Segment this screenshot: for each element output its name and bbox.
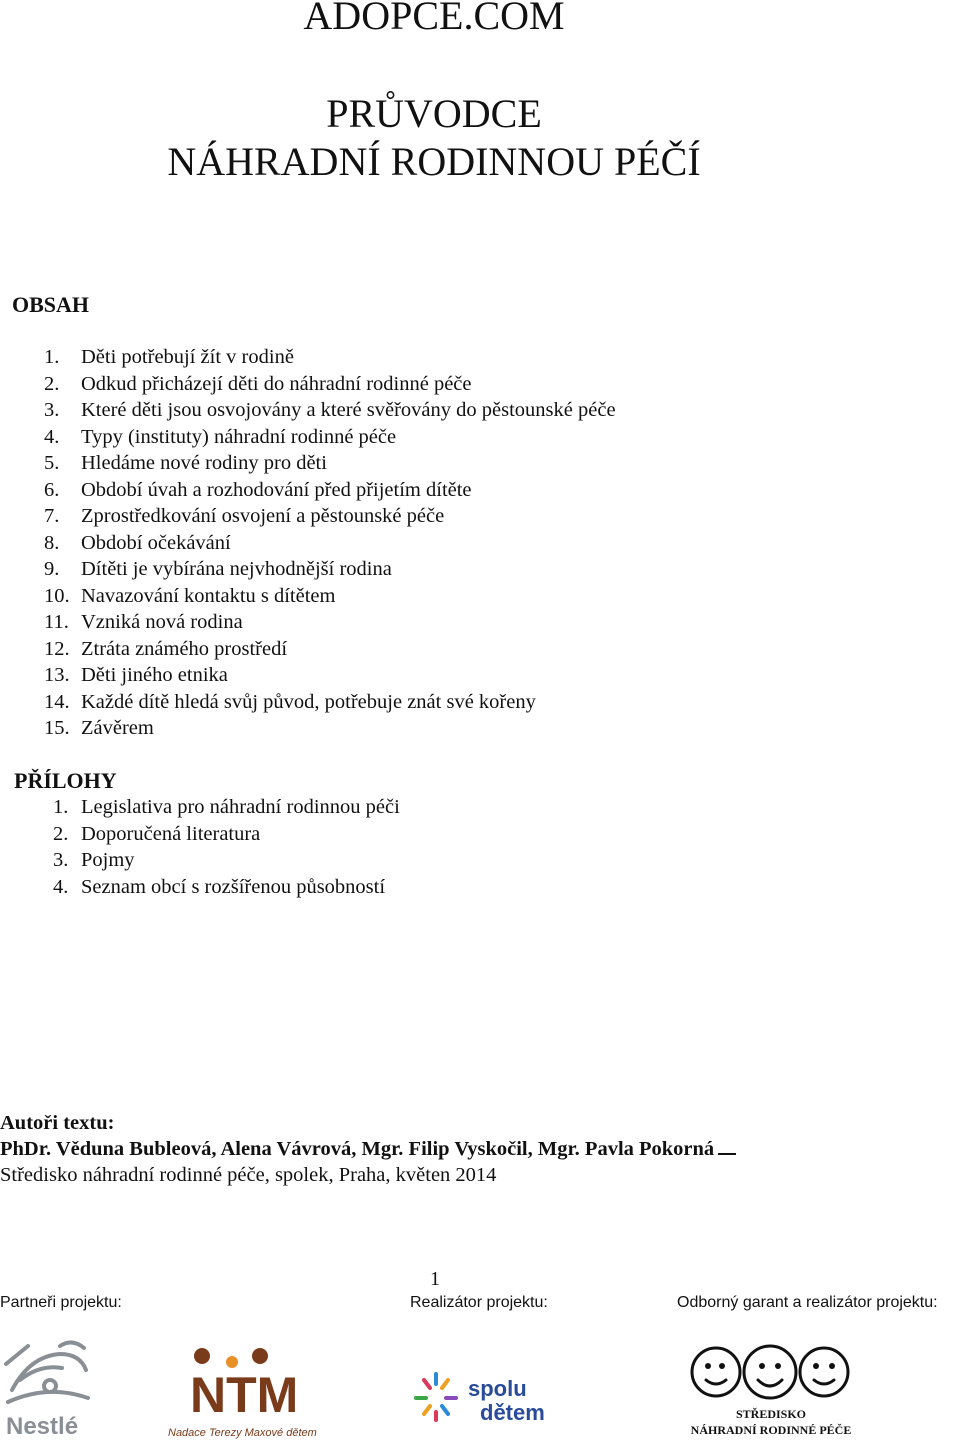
toc-item-text: Ztráta známého prostředí: [81, 637, 288, 660]
toc-item-10: [44, 583, 616, 610]
toc-item-number: 13.: [44, 664, 70, 686]
ntm-logo: [150, 1340, 328, 1442]
toc-item-number: 11.: [44, 611, 69, 633]
appendix-item-4: [53, 874, 400, 901]
toc-item-number: 14.: [44, 690, 70, 713]
nestle-logo: [0, 1334, 100, 1440]
toc-item-15: [44, 715, 616, 742]
toc-item-text: Období úvah a rozhodování před přijetím dítěte: [81, 478, 472, 501]
toc-item-number: 4.: [44, 425, 60, 448]
spolu-logo-line2: dětem: [480, 1400, 545, 1425]
toc-heading: OBSAH: [12, 292, 90, 317]
toc-item-text: Zprostředkování osvojení a pěstounské péče: [81, 505, 445, 527]
appendix-item-number: 3.: [53, 849, 69, 871]
authors-names: [0, 1138, 736, 1161]
appendix-item-number: 2.: [53, 822, 69, 845]
document-title-line2: NÁHRADNÍ RODINNOU PÉČÍ: [167, 139, 701, 184]
page-number: 1: [430, 1268, 440, 1290]
guarantor-label: Odborný garant a realizátor projektu:: [677, 1294, 938, 1311]
toc-list: [44, 344, 616, 742]
appendix-heading: PŘÍLOHY: [14, 768, 117, 793]
toc-item-3: [44, 397, 616, 424]
toc-item-number: 10.: [44, 584, 70, 607]
toc-item-text: Typy (instituty) náhradní rodinné péče: [81, 425, 397, 448]
authors-heading: Autoři textu:: [0, 1112, 115, 1134]
appendix-list: [53, 794, 400, 900]
svg-text:Nestlé: Nestlé: [6, 1413, 79, 1440]
toc-item-8: [44, 530, 616, 557]
toc-item-number: 8.: [44, 531, 60, 554]
stredisko-logo-line2: NÁHRADNÍ RODINNÉ PÉČE: [690, 1423, 852, 1437]
toc-item-number: 9.: [44, 558, 60, 580]
partners-label: Partneři projektu:: [0, 1294, 122, 1311]
toc-item-2: [44, 371, 616, 398]
toc-item-text: Vzniká nová rodina: [81, 611, 243, 633]
authors-organization: Středisko náhradní rodinné péče, spolek, Praha, květen 2014: [0, 1164, 497, 1186]
toc-item-text: Závěrem: [81, 717, 154, 739]
toc-item-9: [44, 556, 616, 583]
spolu-logo-line1: spolu: [468, 1376, 527, 1401]
stredisko-logo-line1: STŘEDISKO: [735, 1407, 807, 1421]
ntm-logo-text: NTM: [190, 1367, 299, 1423]
toc-item-7: [44, 503, 616, 530]
toc-item-number: 1.: [44, 346, 60, 368]
toc-item-text: Každé dítě hledá svůj původ, potřebuje znát své kořeny: [81, 690, 536, 713]
ntm-logo-caption: Nadace Terezy Maxové dětem: [168, 1427, 317, 1439]
toc-item-14: [44, 689, 616, 716]
toc-item-number: 5.: [44, 452, 60, 474]
toc-item-number: 2.: [44, 372, 60, 395]
toc-item-text: Hledáme nové rodiny pro děti: [81, 452, 327, 474]
toc-item-text: Dítěti je vybírána nejvhodnější rodina: [81, 558, 392, 580]
site-title: ADOPCE.COM: [303, 0, 565, 38]
toc-item-text: Navazování kontaktu s dítětem: [81, 584, 336, 607]
toc-item-number: 3.: [44, 399, 60, 421]
toc-item-text: Děti potřebují žít v rodině: [81, 346, 294, 368]
toc-item-text: Děti jiného etnika: [81, 664, 228, 686]
trailing-dash: [718, 1153, 736, 1155]
toc-item-4: [44, 424, 616, 451]
toc-item-text: Které děti jsou osvojovány a které svěřovány do pěstounské péče: [81, 399, 616, 421]
toc-item-11: [44, 609, 616, 636]
toc-item-6: [44, 477, 616, 504]
appendix-item-3: [53, 847, 400, 874]
toc-item-text: Odkud přicházejí děti do náhradní rodinné péče: [81, 372, 472, 395]
toc-item-text: Období očekávání: [81, 531, 231, 554]
stredisko-logo: [682, 1342, 860, 1442]
toc-item-number: 15.: [44, 717, 70, 739]
appendix-item-text: Doporučená literatura: [81, 822, 261, 845]
appendix-item-text: Legislativa pro náhradní rodinnou péči: [81, 796, 400, 818]
appendix-item-text: Pojmy: [81, 849, 135, 871]
toc-item-number: 6.: [44, 478, 60, 501]
authors-names-text: PhDr. Věduna Bubleová, Alena Vávrová, Mgr. Filip Vyskočil, Mgr. Pavla Pokorná: [0, 1138, 715, 1160]
toc-item-1: [44, 344, 616, 371]
appendix-item-number: 4.: [53, 875, 69, 898]
toc-item-12: [44, 636, 616, 663]
appendix-item-text: Seznam obcí s rozšířenou působností: [81, 875, 386, 898]
spolu-detem-logo: [412, 1370, 562, 1426]
document-title-line1: PRŮVODCE: [326, 91, 542, 136]
toc-item-number: 7.: [44, 505, 60, 527]
appendix-item-1: [53, 794, 400, 821]
toc-item-number: 12.: [44, 637, 70, 660]
toc-item-5: [44, 450, 616, 477]
appendix-item-number: 1.: [53, 796, 69, 818]
realizer-label: Realizátor projektu:: [410, 1294, 548, 1311]
appendix-item-2: [53, 821, 400, 848]
toc-item-13: [44, 662, 616, 689]
